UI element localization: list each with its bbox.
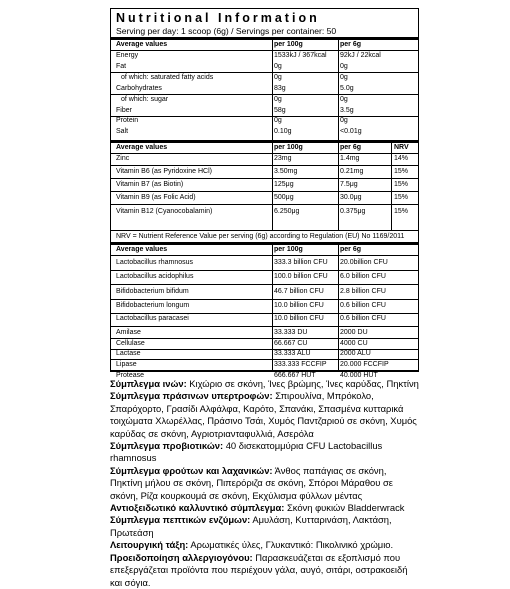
table-cell: Protease [116, 372, 145, 379]
table-cell: of which: sugar [121, 96, 169, 103]
table-divider [111, 191, 418, 192]
table-cell: Bifidobacterium longum [116, 302, 190, 309]
table-cell: Lactobacillus paracasei [116, 315, 189, 322]
ingredient-text: Σκόνη φυκιών Bladderwrack [284, 502, 405, 514]
ingredient-entry [110, 465, 420, 502]
column-header: per 100g [274, 144, 303, 151]
ingredient-label: Σύμπλεγμα ινών: [110, 378, 187, 389]
table-cell: Vitamin B6 (as Pyridoxine HCl) [116, 168, 212, 175]
table-cell: Lactobacillus acidophilus [116, 273, 194, 280]
table-cell: 10.0 billion CFU [274, 315, 324, 322]
panel-subtitle: Serving per day: 1 scoop (6g) / Servings per container: 50 [116, 26, 337, 36]
table-divider-thick [111, 242, 418, 245]
ingredient-label: Σύμπλεγμα πεπτικών ενζύμων: [110, 514, 251, 526]
nrv-note-text: NRV = Nutrient Reference Value per serving (6g) according to Regulation (EU) No 1169/2011 [116, 233, 405, 240]
table-cell: Energy [116, 52, 139, 59]
table-divider [111, 326, 418, 327]
table-divider [111, 370, 418, 371]
column-divider [338, 37, 339, 140]
column-header: per 100g [274, 246, 303, 253]
table-cell: 0.21mg [340, 168, 364, 175]
table-cell: of which: saturated fatty acids [121, 74, 214, 81]
table-cell: 3.50mg [274, 168, 298, 175]
table-divider [111, 313, 418, 314]
table-divider-thick [111, 140, 418, 143]
table-cell: Vitamin B12 (Cyanocobalamin) [116, 208, 213, 215]
table-divider [111, 230, 418, 231]
table-divider [111, 270, 418, 271]
ingredient-entry [110, 502, 420, 514]
ingredient-text: Αρωματικές ύλες, Γλυκαντικό: Πικολινικό χρώμιο. [188, 539, 394, 551]
table-cell: 1.4mg [340, 155, 360, 162]
table-cell: 0g [340, 117, 348, 124]
table-divider [111, 94, 418, 95]
table-cell: 14% [394, 155, 409, 162]
column-header: NRV [394, 144, 409, 151]
ingredient-label: Σύμπλεγμα προβιοτικών: [110, 440, 224, 452]
column-header: per 6g [340, 41, 362, 48]
table-cell: 0g [274, 96, 282, 103]
table-divider [111, 255, 418, 256]
table-cell: 40.000 HUT [340, 372, 378, 379]
table-cell: Carbohydrates [116, 85, 162, 92]
table-cell: Lactobacillus rhamnosus [116, 259, 194, 266]
table-divider [111, 338, 418, 339]
table-cell: 0.6 billion CFU [340, 315, 386, 322]
column-header: Average values [116, 246, 168, 253]
ingredient-entry [110, 390, 420, 440]
ingredient-text: 40 δισεκατομμύρια CFU Lactobacillus rhamnosus [110, 440, 383, 464]
ingredient-entry [110, 514, 420, 539]
column-header: per 6g [340, 246, 362, 253]
table-cell: 30.0μg [340, 194, 362, 201]
table-divider [111, 359, 418, 360]
table-cell: Salt [116, 128, 129, 135]
nutrition-panel [110, 8, 419, 379]
table-divider [111, 116, 418, 117]
table-cell: 333.3 billion CFU [274, 259, 328, 266]
ingredient-entry [110, 378, 420, 390]
table-cell: 7.5μg [340, 181, 358, 188]
table-cell: 2000 DU [340, 329, 368, 336]
table-cell: Fat [116, 63, 127, 70]
ingredient-entry [110, 440, 420, 465]
table-cell: 0g [340, 74, 348, 81]
table-cell: 15% [394, 208, 409, 215]
table-cell: 83g [274, 85, 286, 92]
table-cell: Cellulase [116, 340, 145, 347]
ingredient-label: Σύμπλεγμα φρούτων και λαχανικών: [110, 464, 273, 476]
table-cell: Lipase [116, 361, 137, 368]
table-cell: 0g [274, 74, 282, 81]
ingredients-section [110, 378, 420, 589]
table-cell: Amilase [116, 329, 141, 336]
table-cell: 46.7 billion CFU [274, 288, 324, 295]
ingredient-text: Αμυλάση, Κυτταρινάση, Λακτάση, Πρωτεάση [110, 514, 392, 538]
table-cell: 23mg [274, 155, 292, 162]
table-divider [111, 178, 418, 179]
column-divider [272, 140, 273, 230]
table-divider [111, 153, 418, 154]
table-cell: 4000 CU [340, 340, 368, 347]
ingredient-label: Προειδοποίηση αλλεργιογόνου: [110, 551, 253, 563]
table-cell: Vitamin B9 (as Folic Acid) [116, 194, 196, 201]
ingredient-text: Σπιρουλίνα, Μπρόκολο, Σπαρόχορτο, Γρασίδι Αλφάλφα, Καρότο, Σπανάκι, Σπασμένα κυτταρικά τοιχώματα Χλωρέλλας, Πράσινο Τσάι, Χυμός Παντζαριού σε σκόνη, Χυμός καρύδας σε σκόνη, Αγριοτριανταφυλλιά, Ασερόλα [110, 390, 417, 439]
panel-title: Nutritional Information [116, 11, 320, 25]
column-header: per 6g [340, 144, 362, 151]
column-divider [391, 140, 392, 230]
table-cell: <0.01g [340, 128, 362, 135]
table-cell: 0g [274, 117, 282, 124]
table-cell: 33.333 DU [274, 329, 308, 336]
table-cell: 1533kJ / 367kcal [274, 52, 327, 59]
ingredient-entry [110, 552, 420, 589]
table-cell: 0g [340, 96, 348, 103]
table-cell: 0g [340, 63, 348, 70]
table-cell: 33.333 ALU [274, 350, 311, 357]
table-cell: 125μg [274, 181, 294, 188]
ingredient-label: Σύμπλεγμα πράσινων υπερτροφών: [110, 390, 273, 402]
ingredient-text: Παρασκευάζεται σε εξοπλισμό που επεξεργάζεται προϊόντα που περιέχουν γάλα, αυγό, σιτάρι, οστρακοειδή και σόγια. [110, 551, 408, 588]
column-header: Average values [116, 41, 168, 48]
table-cell: 6.0 billion CFU [340, 273, 386, 280]
table-cell: 0.375μg [340, 208, 366, 215]
table-cell: Lactase [116, 350, 141, 357]
column-divider [338, 242, 339, 371]
table-cell: Bifidobacterium bifidum [116, 288, 189, 295]
table-divider [111, 299, 418, 300]
column-header: per 100g [274, 41, 303, 48]
table-divider [111, 165, 418, 166]
table-cell: 0.6 billion CFU [340, 302, 386, 309]
column-divider [338, 140, 339, 230]
ingredient-label: Αντιοξειδωτικό καλλυντικό σύμπλεγμα: [110, 502, 285, 514]
ingredient-text: Κιχώριο σε σκόνη, Ίνες βρώμης, Ίνες καρύδας, Πηκτίνη [186, 378, 419, 389]
table-cell: 15% [394, 181, 409, 188]
table-divider [111, 72, 418, 73]
table-divider [111, 349, 418, 350]
table-cell: 20.000 FCCFIP [340, 361, 389, 368]
table-cell: Vitamin B7 (as Biotin) [116, 181, 184, 188]
table-cell: 58g [274, 107, 286, 114]
column-header: Average values [116, 144, 168, 151]
table-cell: 92kJ / 22kcal [340, 52, 381, 59]
table-cell: 0.10g [274, 128, 292, 135]
ingredient-text: Άνθος παπάγιας σε σκόνη, Πηκτίνη μήλου σε σκόνη, Πιπερόριζα σε σκόνη, Σπόροι Μάραθου σε σκόνη, Ρίζα κουρκουμά σε σκόνη, Εκχύλισμα φύλλων μέντας [110, 464, 393, 501]
column-divider [272, 242, 273, 371]
table-cell: 10.0 billion CFU [274, 302, 324, 309]
table-cell: 3.5g [340, 107, 354, 114]
table-divider [111, 204, 418, 205]
table-cell: 66.667 CU [274, 340, 308, 347]
table-cell: 500μg [274, 194, 294, 201]
table-cell: 0g [274, 63, 282, 70]
table-cell: 15% [394, 168, 409, 175]
table-cell: Protein [116, 117, 139, 124]
table-cell: 2000 ALU [340, 350, 371, 357]
table-cell: 6.250μg [274, 208, 300, 215]
ingredient-label: Λειτουργική τάξη: [110, 539, 189, 551]
table-cell: 15% [394, 194, 409, 201]
column-divider [272, 37, 273, 140]
table-cell: 5.0g [340, 85, 354, 92]
ingredient-entry [110, 539, 420, 551]
table-cell: 20.0billion CFU [340, 259, 388, 266]
table-cell: 100.0 billion CFU [274, 273, 328, 280]
table-cell: Zinc [116, 155, 130, 162]
table-cell: 333.333 FCCFIP [274, 361, 327, 368]
table-divider [111, 284, 418, 285]
table-divider [111, 50, 418, 51]
table-divider-thick [111, 37, 418, 40]
table-cell: 2.8 billion CFU [340, 288, 386, 295]
table-cell: 666.667 HUT [274, 372, 316, 379]
table-cell: Fiber [116, 107, 132, 114]
